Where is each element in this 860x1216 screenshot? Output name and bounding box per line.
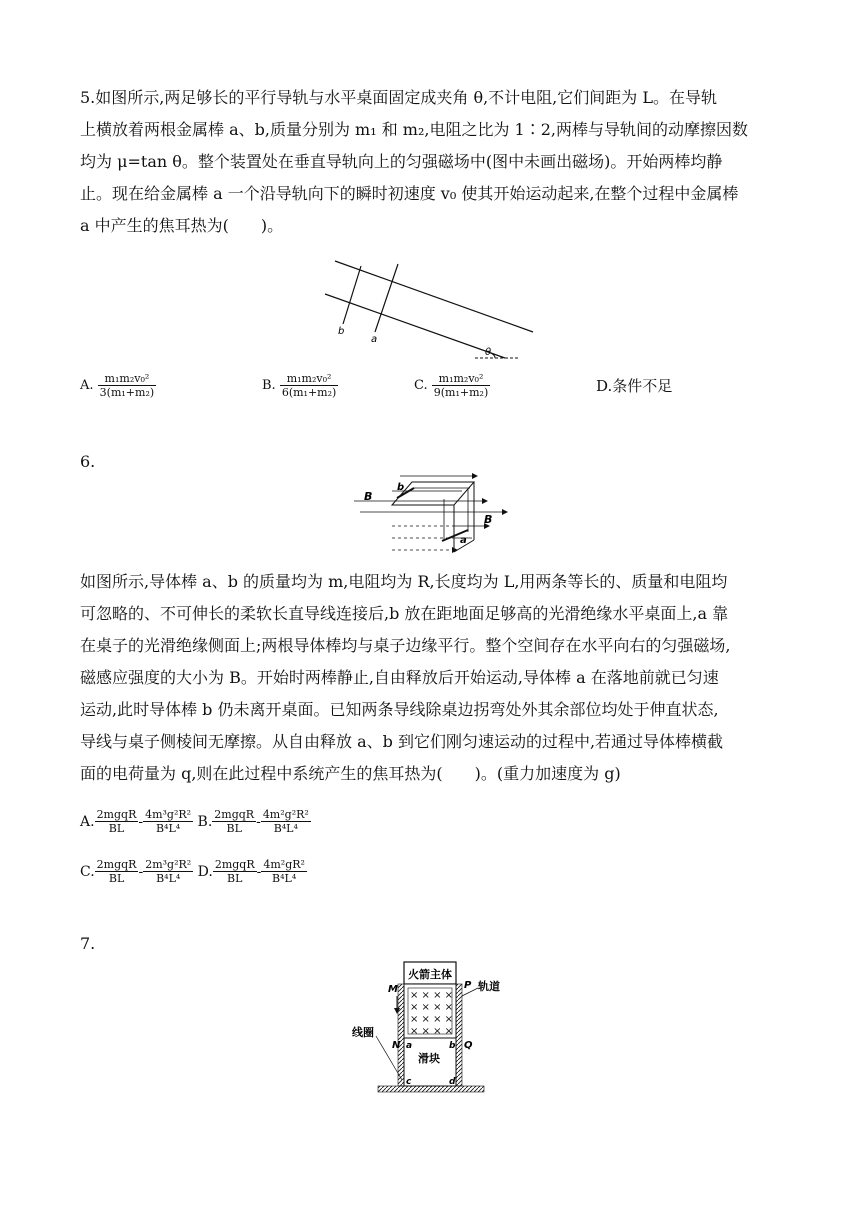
q6-options-row-2 xyxy=(80,858,307,885)
denominator: BL xyxy=(226,822,242,835)
option-label: B. xyxy=(197,813,213,830)
numerator: 4m³g²R² xyxy=(145,808,192,821)
q6-line: 面的电荷量为 q,则在此过程中系统产生的焦耳热为( )。(重力加速度为 g) xyxy=(80,764,621,783)
numerator: 2m³g²R² xyxy=(145,858,192,871)
fraction-1 xyxy=(213,858,257,885)
denominator: BL xyxy=(108,872,125,885)
label-a: a xyxy=(406,1041,413,1051)
track-left xyxy=(398,984,404,1086)
numerator: 4m²gR² xyxy=(263,858,305,871)
field-crosses xyxy=(410,990,453,1037)
option-text: 条件不足 xyxy=(612,377,673,395)
label-M: M xyxy=(388,984,398,995)
denominator: B⁴L⁴ xyxy=(156,872,181,885)
denominator: B⁴L⁴ xyxy=(272,872,297,885)
label-b: b xyxy=(397,482,405,493)
track-right xyxy=(456,984,462,1086)
q5-line: 上横放着两根金属棒 a、b,质量分别为 m₁ 和 m₂,电阻之比为 1∶2,两棒与导轨间的动摩擦因数 xyxy=(80,120,749,139)
denominator: 9(m₁+m₂) xyxy=(433,386,489,399)
q6-number: 6. xyxy=(80,452,96,471)
label-Q: Q xyxy=(464,1040,473,1051)
denominator: BL xyxy=(227,872,243,885)
denominator: 6(m₁+m₂) xyxy=(281,386,337,399)
magnetic-field-mark: × × × × xyxy=(410,1002,454,1013)
label-coil: 线圈 xyxy=(352,1026,374,1039)
option-label: A. xyxy=(80,813,95,830)
field-arrow xyxy=(472,473,478,479)
q6-line: 导线与桌子侧棱间无摩擦。从自由释放 a、b 到它们刚匀速运动的过程中,若通过导体棒横截 xyxy=(80,732,724,751)
numerator: m₁m₂v₀² xyxy=(432,372,490,386)
magnetic-field-mark: × × × × xyxy=(410,1026,454,1037)
q7-number: 7. xyxy=(80,934,96,953)
q5-line: 均为 μ=tan θ。整个装置处在垂直导轨向上的匀强磁场中(图中未画出磁场)。开始两棒均静 xyxy=(80,152,723,171)
option-label: C. xyxy=(80,863,95,880)
label-N: N xyxy=(392,1040,401,1051)
label-B-right: B xyxy=(484,513,493,526)
label-rocket: 火箭主体 xyxy=(408,968,452,981)
denominator: 3(m₁+m₂) xyxy=(99,386,155,399)
fraction-2 xyxy=(143,858,193,885)
q6-option-b[interactable]: B. $\frac{\text{2mgqR}}{BL}$ - $\frac{\text{4m²g²R²}}{\text{B⁴L⁴}}$ xyxy=(197,808,309,835)
field-arrow xyxy=(502,509,508,515)
label-a: a xyxy=(460,535,467,546)
q6-options-row-1 xyxy=(80,808,311,835)
q5-option-c[interactable] xyxy=(414,372,490,399)
numerator: 2mgqR xyxy=(214,858,255,871)
numerator: 2mgqR xyxy=(96,858,137,871)
rod-b xyxy=(343,266,361,324)
label-B-left: B xyxy=(364,490,373,503)
fraction-1 xyxy=(95,858,139,885)
option-label: D. xyxy=(596,377,613,395)
option-label: C. xyxy=(414,378,428,393)
q5-figure xyxy=(315,256,545,366)
q5-option-d[interactable] xyxy=(596,378,672,394)
q6-figure xyxy=(352,470,512,560)
magnetic-field-mark: × × × × xyxy=(410,990,454,1001)
rail-lower xyxy=(325,294,505,358)
q7-figure xyxy=(350,956,510,1096)
q5-option-b[interactable] xyxy=(262,372,338,399)
q6-option-a[interactable]: A. $\frac{\text{2mgqR}}{BL}$ - $\frac{\text{4m³g²R²}}{\text{B⁴L⁴}}$ xyxy=(80,808,192,835)
label-b: b xyxy=(338,326,345,337)
magnetic-field-mark: × × × × xyxy=(410,1014,454,1025)
label-P: P xyxy=(464,980,472,991)
fraction-2 xyxy=(143,808,193,835)
numerator: m₁m₂v₀² xyxy=(280,372,338,386)
denominator: B⁴L⁴ xyxy=(273,822,298,835)
rail-upper xyxy=(335,261,533,332)
option-label: B. xyxy=(262,378,276,393)
q6-line: 可忽略的、不可伸长的柔软长直导线连接后,b 放在距地面足够高的光滑绝缘水平桌面上,a 靠 xyxy=(80,604,729,623)
label-d: d xyxy=(449,1077,456,1087)
field-arrow xyxy=(482,498,488,504)
q6-line: 磁感应强度的大小为 B。开始时两棒静止,自由释放后开始运动,导体棒 a 在落地前就已匀速 xyxy=(80,668,719,687)
option-label: A. xyxy=(80,378,94,393)
field-arrow xyxy=(452,547,458,553)
q6-line: 运动,此时导体棒 b 仍未离开桌面。已知两条导线除桌边拐弯处外其余部位均处于伸直状态, xyxy=(80,700,719,719)
fraction-1 xyxy=(95,808,139,835)
q5-text xyxy=(80,82,792,242)
numerator: m₁m₂v₀² xyxy=(98,372,156,386)
label-c: c xyxy=(406,1077,412,1087)
option-label: D. xyxy=(197,863,213,880)
fraction-1 xyxy=(212,808,256,835)
rod-a xyxy=(375,264,398,332)
label-b: b xyxy=(449,1041,456,1051)
q5-line: 5.如图所示,两足够长的平行导轨与水平桌面固定成夹角 θ,不计电阻,它们间距为 L。在导轨 xyxy=(80,88,717,107)
denominator: BL xyxy=(108,822,125,835)
q6-option-c[interactable]: C. $\frac{\text{2mgqR}}{BL}$ - $\frac{\text{2m³g²R²}}{\text{B⁴L⁴}}$ xyxy=(80,858,192,885)
denominator: B⁴L⁴ xyxy=(155,822,181,835)
numerator: 2mgqR xyxy=(214,808,255,821)
fraction-2 xyxy=(261,808,311,835)
option-fraction xyxy=(432,372,490,399)
q5-line: a 中产生的焦耳热为( )。 xyxy=(80,216,284,235)
q6-line: 在桌子的光滑绝缘侧面上;两根导体棒均与桌子边缘平行。整个空间存在水平向右的匀强磁场, xyxy=(80,636,731,655)
option-fraction xyxy=(98,372,156,399)
numerator: 2mgqR xyxy=(96,808,137,821)
numerator: 4m²g²R² xyxy=(262,808,309,821)
label-theta: θ xyxy=(485,347,492,358)
label-a: a xyxy=(371,334,378,345)
label-track: 轨道 xyxy=(478,980,500,993)
option-fraction xyxy=(280,372,338,399)
ground xyxy=(378,1086,484,1092)
fraction-2 xyxy=(261,858,307,885)
q5-line: 止。现在给金属棒 a 一个沿导轨向下的瞬时初速度 v₀ 使其开始运动起来,在整个过程中金属棒 xyxy=(80,184,739,203)
q5-option-a[interactable] xyxy=(80,372,156,399)
label-slider: 滑块 xyxy=(418,1052,440,1065)
q6-option-d[interactable]: D. $\frac{\text{2mgqR}}{BL}$ - $\frac{\text{4m²gR²}}{\text{B⁴L⁴}}$ xyxy=(197,858,305,885)
q6-line: 如图所示,导体棒 a、b 的质量均为 m,电阻均为 R,长度均为 L,用两条等长的、质量和电阻均 xyxy=(80,572,728,591)
q6-text xyxy=(80,566,792,790)
